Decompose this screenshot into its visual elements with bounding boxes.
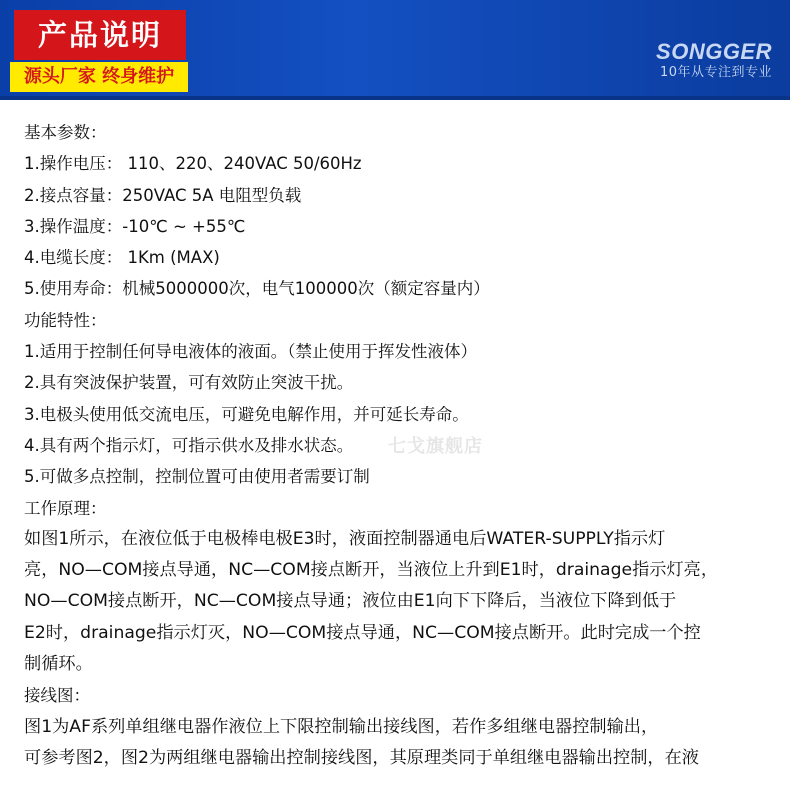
feature-line: 5.可做多点控制，控制位置可由使用者需要订制 — [24, 467, 370, 487]
brand-block — [632, 40, 772, 82]
feature-line: 2.具有突波保护装置，可有效防止突波干扰。 — [24, 373, 354, 393]
feature-line: 4.具有两个指示灯，可指示供水及排水状态。 — [24, 435, 354, 455]
spec-line: 3.操作温度：-10℃ ~ +55℃ — [24, 216, 246, 236]
spec-line: 1.操作电压： 110、220、240VAC 50/60Hz — [24, 154, 362, 174]
brand-logo: SONGGER — [656, 39, 772, 64]
store-watermark: 七戈旗舰店 — [388, 436, 483, 457]
feature-line: 3.电极头使用低交流电压，可避免电解作用，并可延长寿命。 — [24, 404, 469, 424]
section-heading-wiring: 接线图： — [24, 686, 90, 706]
spec-line: 2.接点容量：250VAC 5A 电阻型负载 — [24, 185, 302, 205]
factory-source-badge: 源头厂家 终身维护 — [10, 62, 188, 92]
section-heading-basic-params: 基本参数： — [24, 123, 107, 142]
product-description-badge: 产品说明 — [14, 10, 186, 60]
feature-line: 1.适用于控制任何导电液体的液面。（禁止使用于挥发性液体） — [24, 342, 477, 362]
principle-line: 亮，NO—COM接点导通，NC—COM接点断开，当液位上升到E1时，drainage指示灯亮， — [24, 560, 719, 581]
spec-line: 4.电缆长度： 1Km (MAX) — [24, 248, 220, 268]
header-banner — [0, 0, 790, 100]
brand-slogan: 10年从专注到专业 — [659, 65, 772, 80]
wiring-line: 可参考图2，图2为两组继电器输出控制接线图，其原理类同于单组继电器输出控制，在液 — [24, 747, 699, 768]
principle-line: 制循环。 — [24, 654, 93, 675]
principle-line: E2时，drainage指示灯灭，NO—COM接点导通，NC—COM接点断开。此时完成一个控 — [24, 622, 701, 643]
principle-line: NO—COM接点断开，NC—COM接点导通；液位由E1向下下降后，当液位下降到低于 — [24, 591, 677, 612]
principle-line: 如图1所示，在液位低于电极棒电极E3时，液面控制器通电后WATER-SUPPLY指示灯 — [24, 528, 666, 549]
description-text — [24, 117, 780, 774]
wiring-line: 图1为AF系列单组继电器作液位上下限控制输出接线图，若作多组继电器控制输出， — [24, 716, 659, 737]
section-heading-principle: 工作原理： — [24, 498, 107, 518]
spec-line: 5.使用寿命：机械5000000次，电气100000次（额定容量内） — [24, 279, 490, 299]
section-heading-features: 功能特性： — [24, 310, 107, 330]
